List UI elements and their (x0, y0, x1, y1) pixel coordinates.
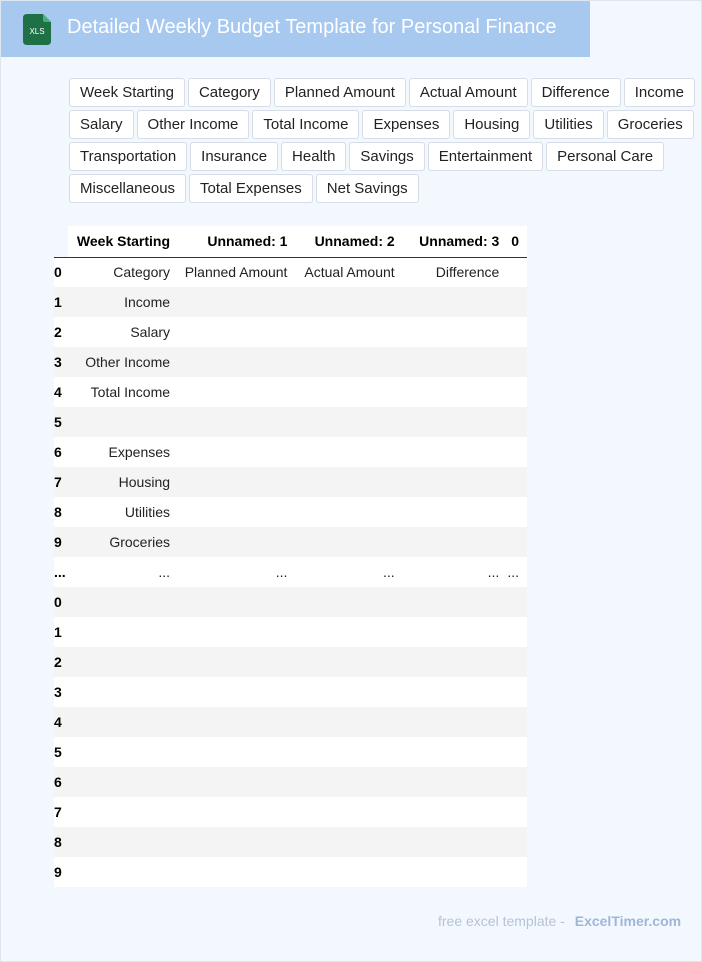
footer-brand-link[interactable]: ExcelTimer.com (574, 913, 682, 929)
table-cell (178, 407, 295, 437)
table-cell: Category (68, 257, 178, 287)
table-cell (295, 317, 402, 347)
table-cell: Groceries (68, 527, 178, 557)
table-row (54, 827, 527, 857)
table-row (54, 857, 527, 887)
page-title: Detailed Weekly Budget Template for Personal Finance (67, 16, 557, 38)
row-index: 3 (54, 347, 68, 377)
footer (438, 913, 681, 929)
table-cell (178, 317, 295, 347)
table-cell: Salary (68, 317, 178, 347)
table-cell (403, 437, 508, 467)
table-cell (403, 797, 508, 827)
row-index: 8 (54, 827, 68, 857)
table-cell (295, 347, 402, 377)
page-header (1, 1, 590, 57)
row-index: 4 (54, 377, 68, 407)
table-cell (403, 617, 508, 647)
table-row (54, 347, 527, 377)
tag-chip[interactable]: Groceries (607, 110, 694, 139)
table-cell (178, 767, 295, 797)
row-index: 4 (54, 707, 68, 737)
table-cell (178, 467, 295, 497)
table-cell (295, 737, 402, 767)
table-cell (295, 377, 402, 407)
table-cell (68, 587, 178, 617)
table-cell (68, 407, 178, 437)
table-cell (178, 587, 295, 617)
table-cell (403, 737, 508, 767)
table-cell (507, 287, 527, 317)
row-index: 9 (54, 857, 68, 887)
table-cell (178, 677, 295, 707)
table-cell (507, 797, 527, 827)
table-cell (178, 527, 295, 557)
table-row (54, 767, 527, 797)
tag-chip[interactable]: Other Income (137, 110, 250, 139)
tag-chip[interactable]: Actual Amount (409, 78, 528, 107)
tag-chip[interactable]: Housing (453, 110, 530, 139)
table-cell (295, 467, 402, 497)
table-cell (507, 617, 527, 647)
table-cell (403, 677, 508, 707)
table-cell (507, 497, 527, 527)
table-cell (178, 707, 295, 737)
table-cell (68, 707, 178, 737)
table-cell (295, 857, 402, 887)
table-header-cell: 0 (507, 226, 527, 257)
table-cell (403, 647, 508, 677)
table-cell (507, 587, 527, 617)
table-cell (507, 677, 527, 707)
table-row (54, 407, 527, 437)
table-header-cell: Unnamed: 1 (178, 226, 295, 257)
table-cell: Actual Amount (295, 257, 402, 287)
table-row (54, 377, 527, 407)
tag-chip[interactable]: Total Income (252, 110, 359, 139)
row-index: 9 (54, 527, 68, 557)
table-row (54, 737, 527, 767)
table-cell (507, 467, 527, 497)
row-index: 7 (54, 467, 68, 497)
table-cell (403, 497, 508, 527)
footer-text: free excel template - (438, 913, 565, 929)
row-index: 2 (54, 317, 68, 347)
table-header-index (54, 226, 68, 257)
table-cell (403, 407, 508, 437)
table-header-cell: Unnamed: 3 (403, 226, 508, 257)
table-cell (295, 827, 402, 857)
tag-chip[interactable]: Difference (531, 78, 621, 107)
table-cell: Utilities (68, 497, 178, 527)
table-cell (178, 497, 295, 527)
table-cell: ... (68, 557, 178, 587)
table-cell (68, 737, 178, 767)
table-cell (295, 497, 402, 527)
table-cell (403, 377, 508, 407)
tag-chip[interactable]: Net Savings (316, 174, 419, 203)
table-cell: Other Income (68, 347, 178, 377)
table-cell (295, 797, 402, 827)
table-cell (507, 707, 527, 737)
tag-chip[interactable]: Miscellaneous (69, 174, 186, 203)
table-cell (403, 767, 508, 797)
table-cell (403, 467, 508, 497)
table-cell: Difference (403, 257, 508, 287)
table-cell (178, 377, 295, 407)
table-cell (507, 377, 527, 407)
tag-chip[interactable]: Income (624, 78, 695, 107)
tag-chip[interactable]: Category (188, 78, 271, 107)
table-cell (403, 527, 508, 557)
table-cell (178, 857, 295, 887)
table-cell: Total Income (68, 377, 178, 407)
table-row (54, 287, 527, 317)
table-cell (403, 287, 508, 317)
data-table (54, 226, 527, 887)
row-index: 1 (54, 287, 68, 317)
table-cell (178, 797, 295, 827)
table-cell (178, 827, 295, 857)
row-index: ... (54, 557, 68, 587)
table-cell (507, 437, 527, 467)
table-cell (295, 677, 402, 707)
row-index: 6 (54, 767, 68, 797)
table-cell (295, 767, 402, 797)
xls-icon-label: XLS (29, 27, 45, 36)
table-cell (403, 347, 508, 377)
table-row (54, 797, 527, 827)
table-cell (68, 647, 178, 677)
table-row (54, 617, 527, 647)
table-row (54, 557, 527, 587)
table-cell (178, 647, 295, 677)
table-cell (507, 527, 527, 557)
data-table-container (54, 226, 527, 887)
tag-chip[interactable]: Transportation (69, 142, 187, 171)
table-cell (295, 707, 402, 737)
table-cell (507, 317, 527, 347)
table-cell (403, 587, 508, 617)
table-cell (295, 407, 402, 437)
tag-chip[interactable]: Planned Amount (274, 78, 406, 107)
tag-chip[interactable]: Salary (69, 110, 134, 139)
table-cell (68, 617, 178, 647)
tag-list (69, 78, 695, 203)
row-index: 2 (54, 647, 68, 677)
row-index: 8 (54, 497, 68, 527)
xls-file-icon (23, 14, 51, 45)
table-cell (295, 587, 402, 617)
tag-chip[interactable]: Health (281, 142, 346, 171)
table-cell (295, 617, 402, 647)
table-row (54, 587, 527, 617)
table-cell (507, 737, 527, 767)
table-cell (178, 287, 295, 317)
table-cell: Housing (68, 467, 178, 497)
table-cell (507, 647, 527, 677)
tag-chip[interactable]: Total Expenses (189, 174, 313, 203)
table-cell: Planned Amount (178, 257, 295, 287)
table-cell (178, 617, 295, 647)
table-cell (507, 257, 527, 287)
table-row (54, 647, 527, 677)
table-row (54, 497, 527, 527)
table-cell (295, 437, 402, 467)
tag-chip[interactable]: Expenses (362, 110, 450, 139)
table-cell (295, 647, 402, 677)
table-cell (507, 827, 527, 857)
table-row (54, 527, 527, 557)
row-index: 6 (54, 437, 68, 467)
tag-chip[interactable]: Personal Care (546, 142, 664, 171)
table-row (54, 677, 527, 707)
table-row (54, 437, 527, 467)
table-cell (403, 707, 508, 737)
table-row (54, 467, 527, 497)
table-cell (507, 767, 527, 797)
table-cell: ... (403, 557, 508, 587)
table-cell (178, 437, 295, 467)
row-index: 0 (54, 587, 68, 617)
table-cell (68, 827, 178, 857)
row-index: 7 (54, 797, 68, 827)
table-cell (507, 407, 527, 437)
table-cell (403, 317, 508, 347)
table-header-row (54, 226, 527, 257)
table-cell (68, 677, 178, 707)
table-cell (178, 347, 295, 377)
table-cell (507, 857, 527, 887)
row-index: 1 (54, 617, 68, 647)
table-cell (507, 347, 527, 377)
tag-chip[interactable]: Utilities (533, 110, 603, 139)
table-header-cell: Unnamed: 2 (295, 226, 402, 257)
table-cell (295, 287, 402, 317)
table-cell (68, 767, 178, 797)
table-cell (68, 857, 178, 887)
row-index: 0 (54, 257, 68, 287)
table-cell (68, 797, 178, 827)
tag-chip[interactable]: Savings (349, 142, 424, 171)
table-cell: ... (507, 557, 527, 587)
tag-chip[interactable]: Week Starting (69, 78, 185, 107)
table-cell (178, 737, 295, 767)
table-cell (295, 527, 402, 557)
table-row (54, 317, 527, 347)
tag-chip[interactable]: Entertainment (428, 142, 543, 171)
table-row (54, 257, 527, 287)
table-cell (403, 857, 508, 887)
table-cell (403, 827, 508, 857)
table-header-cell: Week Starting (68, 226, 178, 257)
table-cell: Expenses (68, 437, 178, 467)
row-index: 5 (54, 737, 68, 767)
table-row (54, 707, 527, 737)
table-cell: Income (68, 287, 178, 317)
row-index: 3 (54, 677, 68, 707)
row-index: 5 (54, 407, 68, 437)
table-cell: ... (295, 557, 402, 587)
tag-chip[interactable]: Insurance (190, 142, 278, 171)
table-cell: ... (178, 557, 295, 587)
